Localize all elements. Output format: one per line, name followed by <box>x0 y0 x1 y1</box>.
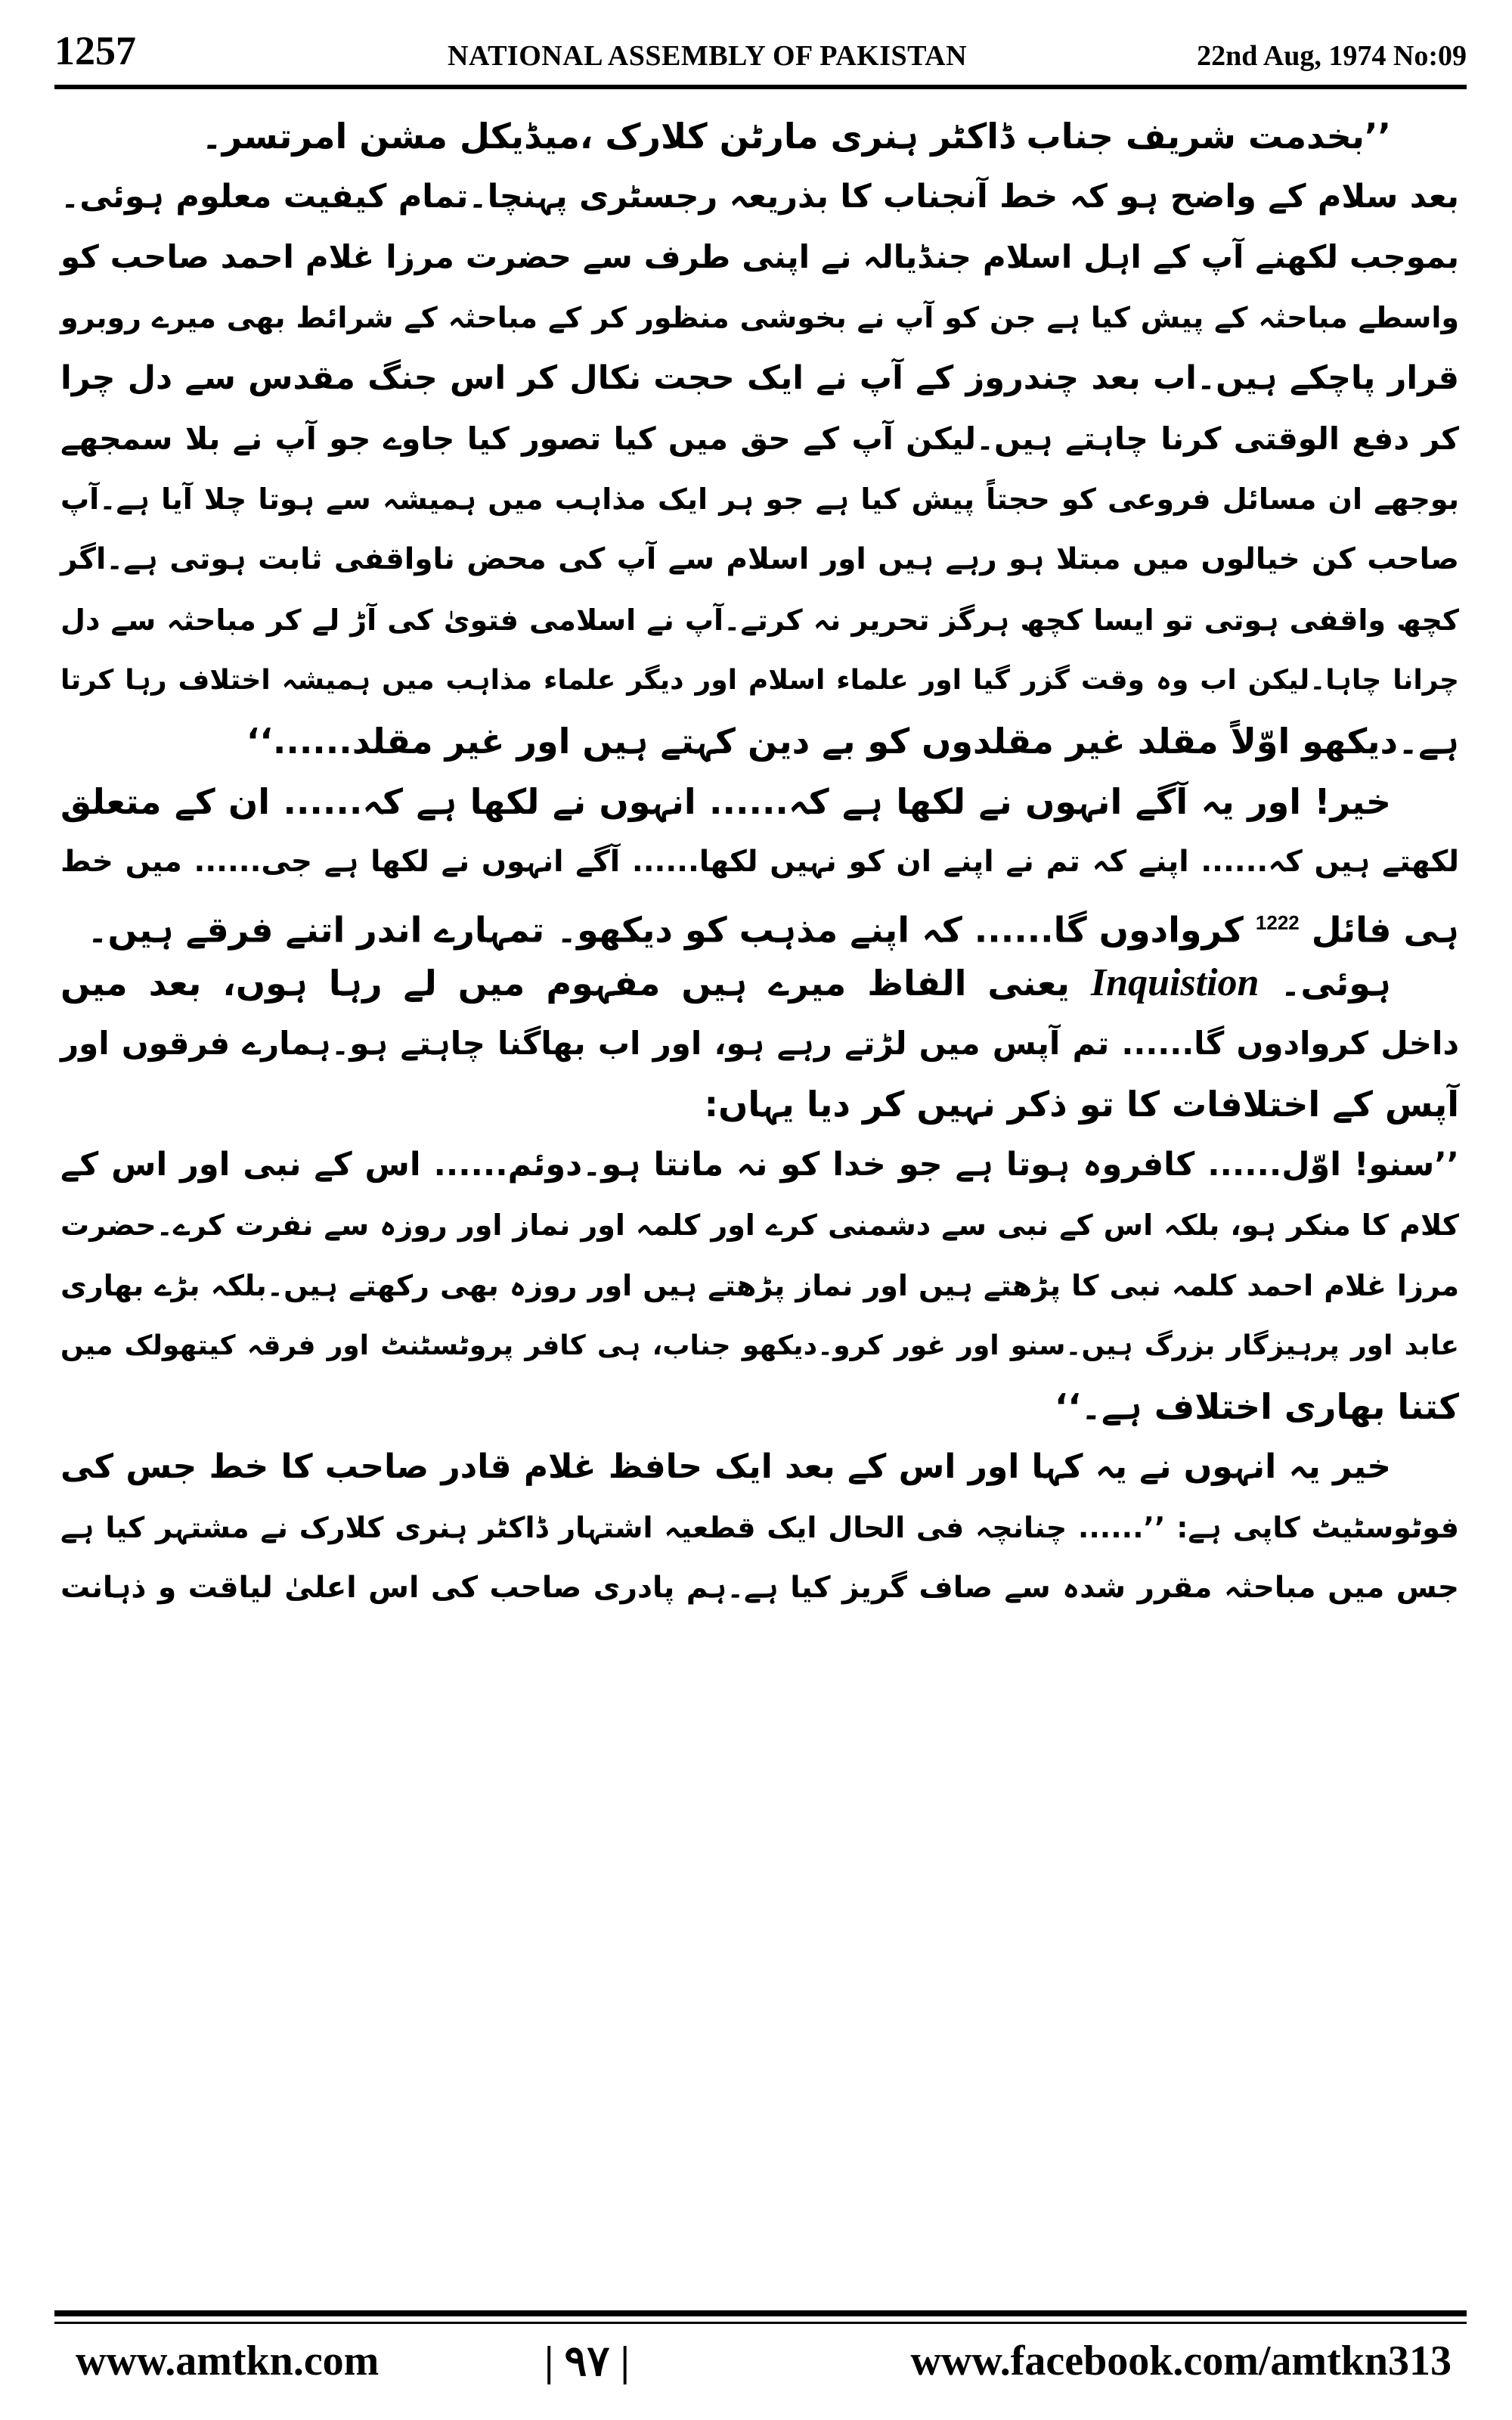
text-line: لکھتے ہیں کہ...... اپنے کہ تم نے اپنے ان کو نہیں لکھا...... آگے انہوں نے لکھا ہے جی...... میں خط <box>60 845 1459 879</box>
text-fragment: ہوئی۔ <box>1280 963 1392 1004</box>
text-fragment: یعنی الفاظ میرے ہیں مفہوم میں لے رہا ہوں، بعد میں <box>60 963 1070 1004</box>
text-line: واسطے مباحثہ کے پیش کیا ہے جن کو آپ نے بخوشی منظور کر کے مباحثہ کے شرائط بھی میرے روبرو <box>60 301 1459 334</box>
page-footer <box>76 2337 1452 2397</box>
text-line: فوٹوسٹیٹ کاپی ہے: ’’...... چنانچہ فی الحال ایک قطعیہ اشتہار ڈاکٹر ہنری کلارک نے مشتہر کیا ہے <box>60 1511 1459 1544</box>
text-line: عابد اور پرہیزگار بزرگ ہیں۔سنو اور غور کرو۔دیکھو جناب، ہی کافر پروٹسٹنٹ اور فرقہ کیتھولک میں <box>60 1330 1459 1361</box>
text-fragment: ہی فائل <box>1311 909 1459 951</box>
text-line: بوجھے ان مسائل فروعی کو حجتاً پیش کیا ہے جو ہر ایک مذاہب میں ہمیشہ سے ہوتا چلا آیا ہے۔آپ <box>60 482 1459 516</box>
text-fragment: کروادوں گا...... کہ اپنے مذہب کو دیکھو۔ تمہارے اندر اتنے فرقے ہیں۔ <box>87 909 1244 951</box>
text-line: آپس کے اختلافات کا تو ذکر نہیں کر دیا یہاں: <box>704 1084 1459 1125</box>
text-line: خیر! اور یہ آگے انہوں نے لکھا ہے کہ...... انہوں نے لکھا ہے کہ...... ان کے متعلق <box>60 781 1391 822</box>
text-line: ’’بخدمت شریف جناب ڈاکٹر ہنری مارٹن کلارک ،میڈیکل مشن امرتسر۔ <box>201 116 1391 157</box>
page-number: 1257 <box>54 28 136 73</box>
footer-rule-thick <box>54 2310 1467 2316</box>
text-line: چرانا چاہا۔لیکن اب وہ وقت گزر گیا اور علماء اسلام اور دیگر علماء مذاہب میں ہمیشہ اختلاف رہا کرتا <box>60 665 1459 696</box>
header-rule <box>54 85 1467 89</box>
text-line: خیر یہ انہوں نے یہ کہا اور اس کے بعد ایک حافظ غلام قادر صاحب کا خط جس کی <box>60 1447 1392 1486</box>
header-date: 22nd Aug, 1974 No:09 <box>1197 40 1467 72</box>
facebook-link[interactable]: www.facebook.com/amtkn313 <box>910 2338 1452 2384</box>
text-line: کلام کا منکر ہو، بلکہ اس کے نبی سے دشمنی کرے اور کلمہ اور نماز اور روزہ سے نفرت کرے۔حضرت <box>60 1208 1459 1242</box>
text-line: کر دفع الوقتی کرنا چاہتے ہیں۔لیکن آپ کے حق میں کیا تصور کیا جاوے جو آپ نے بلا سمجھے <box>60 420 1459 457</box>
text-line: بعد سلام کے واضح ہو کہ خط آنجناب کا بذریعہ رجسٹری پہنچا۔تمام کیفیت معلوم ہوئی۔ <box>60 178 1459 216</box>
website-link[interactable]: www.amtkn.com <box>76 2338 380 2384</box>
footer-rule-thin <box>54 2322 1467 2324</box>
header-title: NATIONAL ASSEMBLY OF PAKISTAN <box>448 40 968 72</box>
text-line-latin <box>60 953 1459 1013</box>
text-line: کچھ واقفی ہوتی تو ایسا کچھ ہرگز تحریر نہ کرتے۔آپ نے اسلامی فتویٰ کی آڑ لے کر مباحثہ سے دل <box>60 603 1459 637</box>
text-line: مرزا غلام احمد کلمہ نبی کا پڑھتے ہیں اور نماز پڑھتے ہیں اور روزہ بھی رکھتے ہیں۔بلکہ بڑے بھاری <box>60 1269 1459 1302</box>
text-line: ہے۔دیکھو اوّلاً مقلد غیر مقلدوں کو بے دین کہتے ہیں اور غیر مقلد......‘‘ <box>246 721 1459 762</box>
text-line: قرار پاچکے ہیں۔اب بعد چندروز کے آپ نے ایک حجت نکال کر اس جنگ مقدس سے دل چرا <box>60 359 1459 397</box>
text-line: صاحب کن خیالوں میں مبتلا ہو رہے ہیں اور اسلام سے آپ کی محض ناواقفی ثابت ہوتی ہے۔اگر <box>60 542 1459 576</box>
text-line: ’’سنو! اوّل...... کافروہ ہوتا ہے جو خدا کو نہ مانتا ہو۔دوئم...... اس کے نبی اور اس کے <box>60 1146 1459 1184</box>
page-header <box>54 27 1467 88</box>
text-line-footnote <box>60 892 1459 953</box>
text-line: جس میں مباحثہ مقرر شدہ سے صاف گریز کیا ہے۔ہم پادری صاحب کی اس اعلیٰ لیاقت و ذہانت <box>60 1571 1459 1605</box>
latin-term: Inquistion <box>1090 961 1259 1004</box>
page-body <box>60 106 1459 2254</box>
footer-page-number: | ۹۷ | <box>544 2338 630 2385</box>
text-line: بموجب لکھنے آپ کے اہل اسلام جنڈیالہ نے اپنی طرف سے حضرت مرزا غلام احمد صاحب کو <box>60 238 1459 275</box>
text-line: داخل کروادوں گا...... تم آپس میں لڑتے رہے ہو، اور اب بھاگنا چاہتے ہو۔ہمارے فرقوں اور <box>60 1025 1459 1062</box>
text-line: کتنا بھاری اختلاف ہے۔‘‘ <box>1054 1386 1459 1427</box>
footnote-marker: 1222 <box>1255 911 1300 934</box>
